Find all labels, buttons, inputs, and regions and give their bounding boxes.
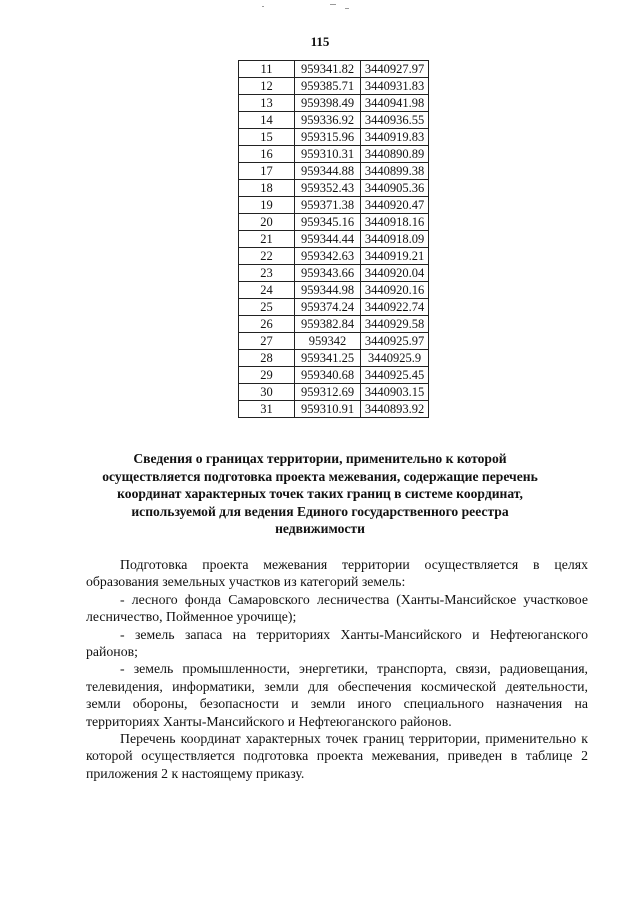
table-row (239, 163, 429, 180)
x-coordinate-cell: 959310.31 (295, 146, 361, 163)
y-coordinate-cell: 3440918.09 (361, 231, 429, 248)
point-number-cell: 13 (239, 95, 295, 112)
point-number-cell: 19 (239, 197, 295, 214)
heading-line: используемой для ведения Единого государственного реестра (131, 503, 509, 519)
point-number-cell: 21 (239, 231, 295, 248)
y-coordinate-cell: 3440893.92 (361, 401, 429, 418)
x-coordinate-cell: 959371.38 (295, 197, 361, 214)
point-number-cell: 14 (239, 112, 295, 129)
y-coordinate-cell: 3440899.38 (361, 163, 429, 180)
point-number-cell: 26 (239, 316, 295, 333)
x-coordinate-cell: 959385.71 (295, 78, 361, 95)
y-coordinate-cell: 3440925.97 (361, 333, 429, 350)
point-number-cell: 16 (239, 146, 295, 163)
table-row (239, 401, 429, 418)
y-coordinate-cell: 3440905.36 (361, 180, 429, 197)
x-coordinate-cell: 959341.82 (295, 61, 361, 78)
y-coordinate-cell: 3440941.98 (361, 95, 429, 112)
table-row (239, 95, 429, 112)
table-row (239, 299, 429, 316)
point-number-cell: 15 (239, 129, 295, 146)
x-coordinate-cell: 959342.63 (295, 248, 361, 265)
x-coordinate-cell: 959310.91 (295, 401, 361, 418)
y-coordinate-cell: 3440929.58 (361, 316, 429, 333)
table-row (239, 231, 429, 248)
table-row (239, 367, 429, 384)
point-number-cell: 23 (239, 265, 295, 282)
y-coordinate-cell: 3440931.83 (361, 78, 429, 95)
point-number-cell: 25 (239, 299, 295, 316)
scan-artifact (330, 4, 336, 5)
point-number-cell: 27 (239, 333, 295, 350)
table-row (239, 197, 429, 214)
y-coordinate-cell: 3440922.74 (361, 299, 429, 316)
point-number-cell: 12 (239, 78, 295, 95)
table-row (239, 282, 429, 299)
point-number-cell: 11 (239, 61, 295, 78)
paragraph: - земель запаса на территориях Ханты-Мансийского и Нефтеюганского районов; (86, 626, 588, 660)
point-number-cell: 17 (239, 163, 295, 180)
x-coordinate-cell: 959398.49 (295, 95, 361, 112)
heading-line: Сведения о границах территории, применительно к которой (133, 451, 507, 466)
x-coordinate-cell: 959352.43 (295, 180, 361, 197)
x-coordinate-cell: 959382.84 (295, 316, 361, 333)
point-number-cell: 24 (239, 282, 295, 299)
table-row (239, 112, 429, 129)
x-coordinate-cell: 959344.44 (295, 231, 361, 248)
table-row (239, 265, 429, 282)
paragraph: Перечень координат характерных точек границ территории, применительно к которой осуществляется подготовка проекта межевания, приведен в таблице 2 приложения 2 к настоящему приказу. (86, 731, 588, 781)
paragraph: Подготовка проекта межевания территории осуществляется в целях образования земельных участков из категорий земель: (86, 557, 588, 590)
paragraph: - земель промышленности, энергетики, транспорта, связи, радиовещания, телевидения, информатики, земли для обеспечения космической деятельности, земли обороны, безопасности и земли иного специального назначения на территориях Ханты-Мансийского и Нефтеюганского районов. (86, 661, 588, 729)
y-coordinate-cell: 3440919.21 (361, 248, 429, 265)
x-coordinate-cell: 959315.96 (295, 129, 361, 146)
y-coordinate-cell: 3440920.16 (361, 282, 429, 299)
point-number-cell: 31 (239, 401, 295, 418)
y-coordinate-cell: 3440927.97 (361, 61, 429, 78)
y-coordinate-cell: 3440920.47 (361, 197, 429, 214)
table-row (239, 78, 429, 95)
y-coordinate-cell: 3440919.83 (361, 129, 429, 146)
heading-line: координат характерных точек таких границ в системе координат, (117, 486, 523, 502)
body-text (86, 556, 588, 782)
scan-artifact (262, 6, 264, 7)
table-row (239, 129, 429, 146)
section-heading (100, 450, 540, 538)
coordinate-table-body (239, 61, 429, 418)
point-number-cell: 22 (239, 248, 295, 265)
table-row (239, 180, 429, 197)
scan-artifact (345, 8, 349, 9)
table-row (239, 214, 429, 231)
coordinate-table (238, 60, 429, 418)
y-coordinate-cell: 3440918.16 (361, 214, 429, 231)
table-row (239, 384, 429, 401)
page-number: 115 (310, 34, 330, 49)
y-coordinate-cell: 3440890.89 (361, 146, 429, 163)
y-coordinate-cell: 3440920.04 (361, 265, 429, 282)
x-coordinate-cell: 959343.66 (295, 265, 361, 282)
table-row (239, 350, 429, 367)
heading-line: осуществляется подготовка проекта межевания, содержащие перечень (102, 468, 538, 484)
x-coordinate-cell: 959374.24 (295, 299, 361, 316)
x-coordinate-cell: 959341.25 (295, 350, 361, 367)
x-coordinate-cell: 959312.69 (295, 384, 361, 401)
x-coordinate-cell: 959345.16 (295, 214, 361, 231)
point-number-cell: 20 (239, 214, 295, 231)
y-coordinate-cell: 3440936.55 (361, 112, 429, 129)
x-coordinate-cell: 959342 (295, 333, 361, 350)
table-row (239, 316, 429, 333)
table-row (239, 248, 429, 265)
y-coordinate-cell: 3440903.15 (361, 384, 429, 401)
table-row (239, 333, 429, 350)
point-number-cell: 30 (239, 384, 295, 401)
table-row (239, 146, 429, 163)
y-coordinate-cell: 3440925.9 (361, 350, 429, 367)
point-number-cell: 18 (239, 180, 295, 197)
x-coordinate-cell: 959344.88 (295, 163, 361, 180)
heading-line: недвижимости (275, 521, 365, 537)
table-row (239, 61, 429, 78)
x-coordinate-cell: 959336.92 (295, 112, 361, 129)
point-number-cell: 28 (239, 350, 295, 367)
y-coordinate-cell: 3440925.45 (361, 367, 429, 384)
point-number-cell: 29 (239, 367, 295, 384)
x-coordinate-cell: 959344.98 (295, 282, 361, 299)
paragraph: - лесного фонда Самаровского лесничества (Ханты-Мансийское участковое лесничество, Пойменное урочище); (86, 591, 588, 625)
x-coordinate-cell: 959340.68 (295, 367, 361, 384)
